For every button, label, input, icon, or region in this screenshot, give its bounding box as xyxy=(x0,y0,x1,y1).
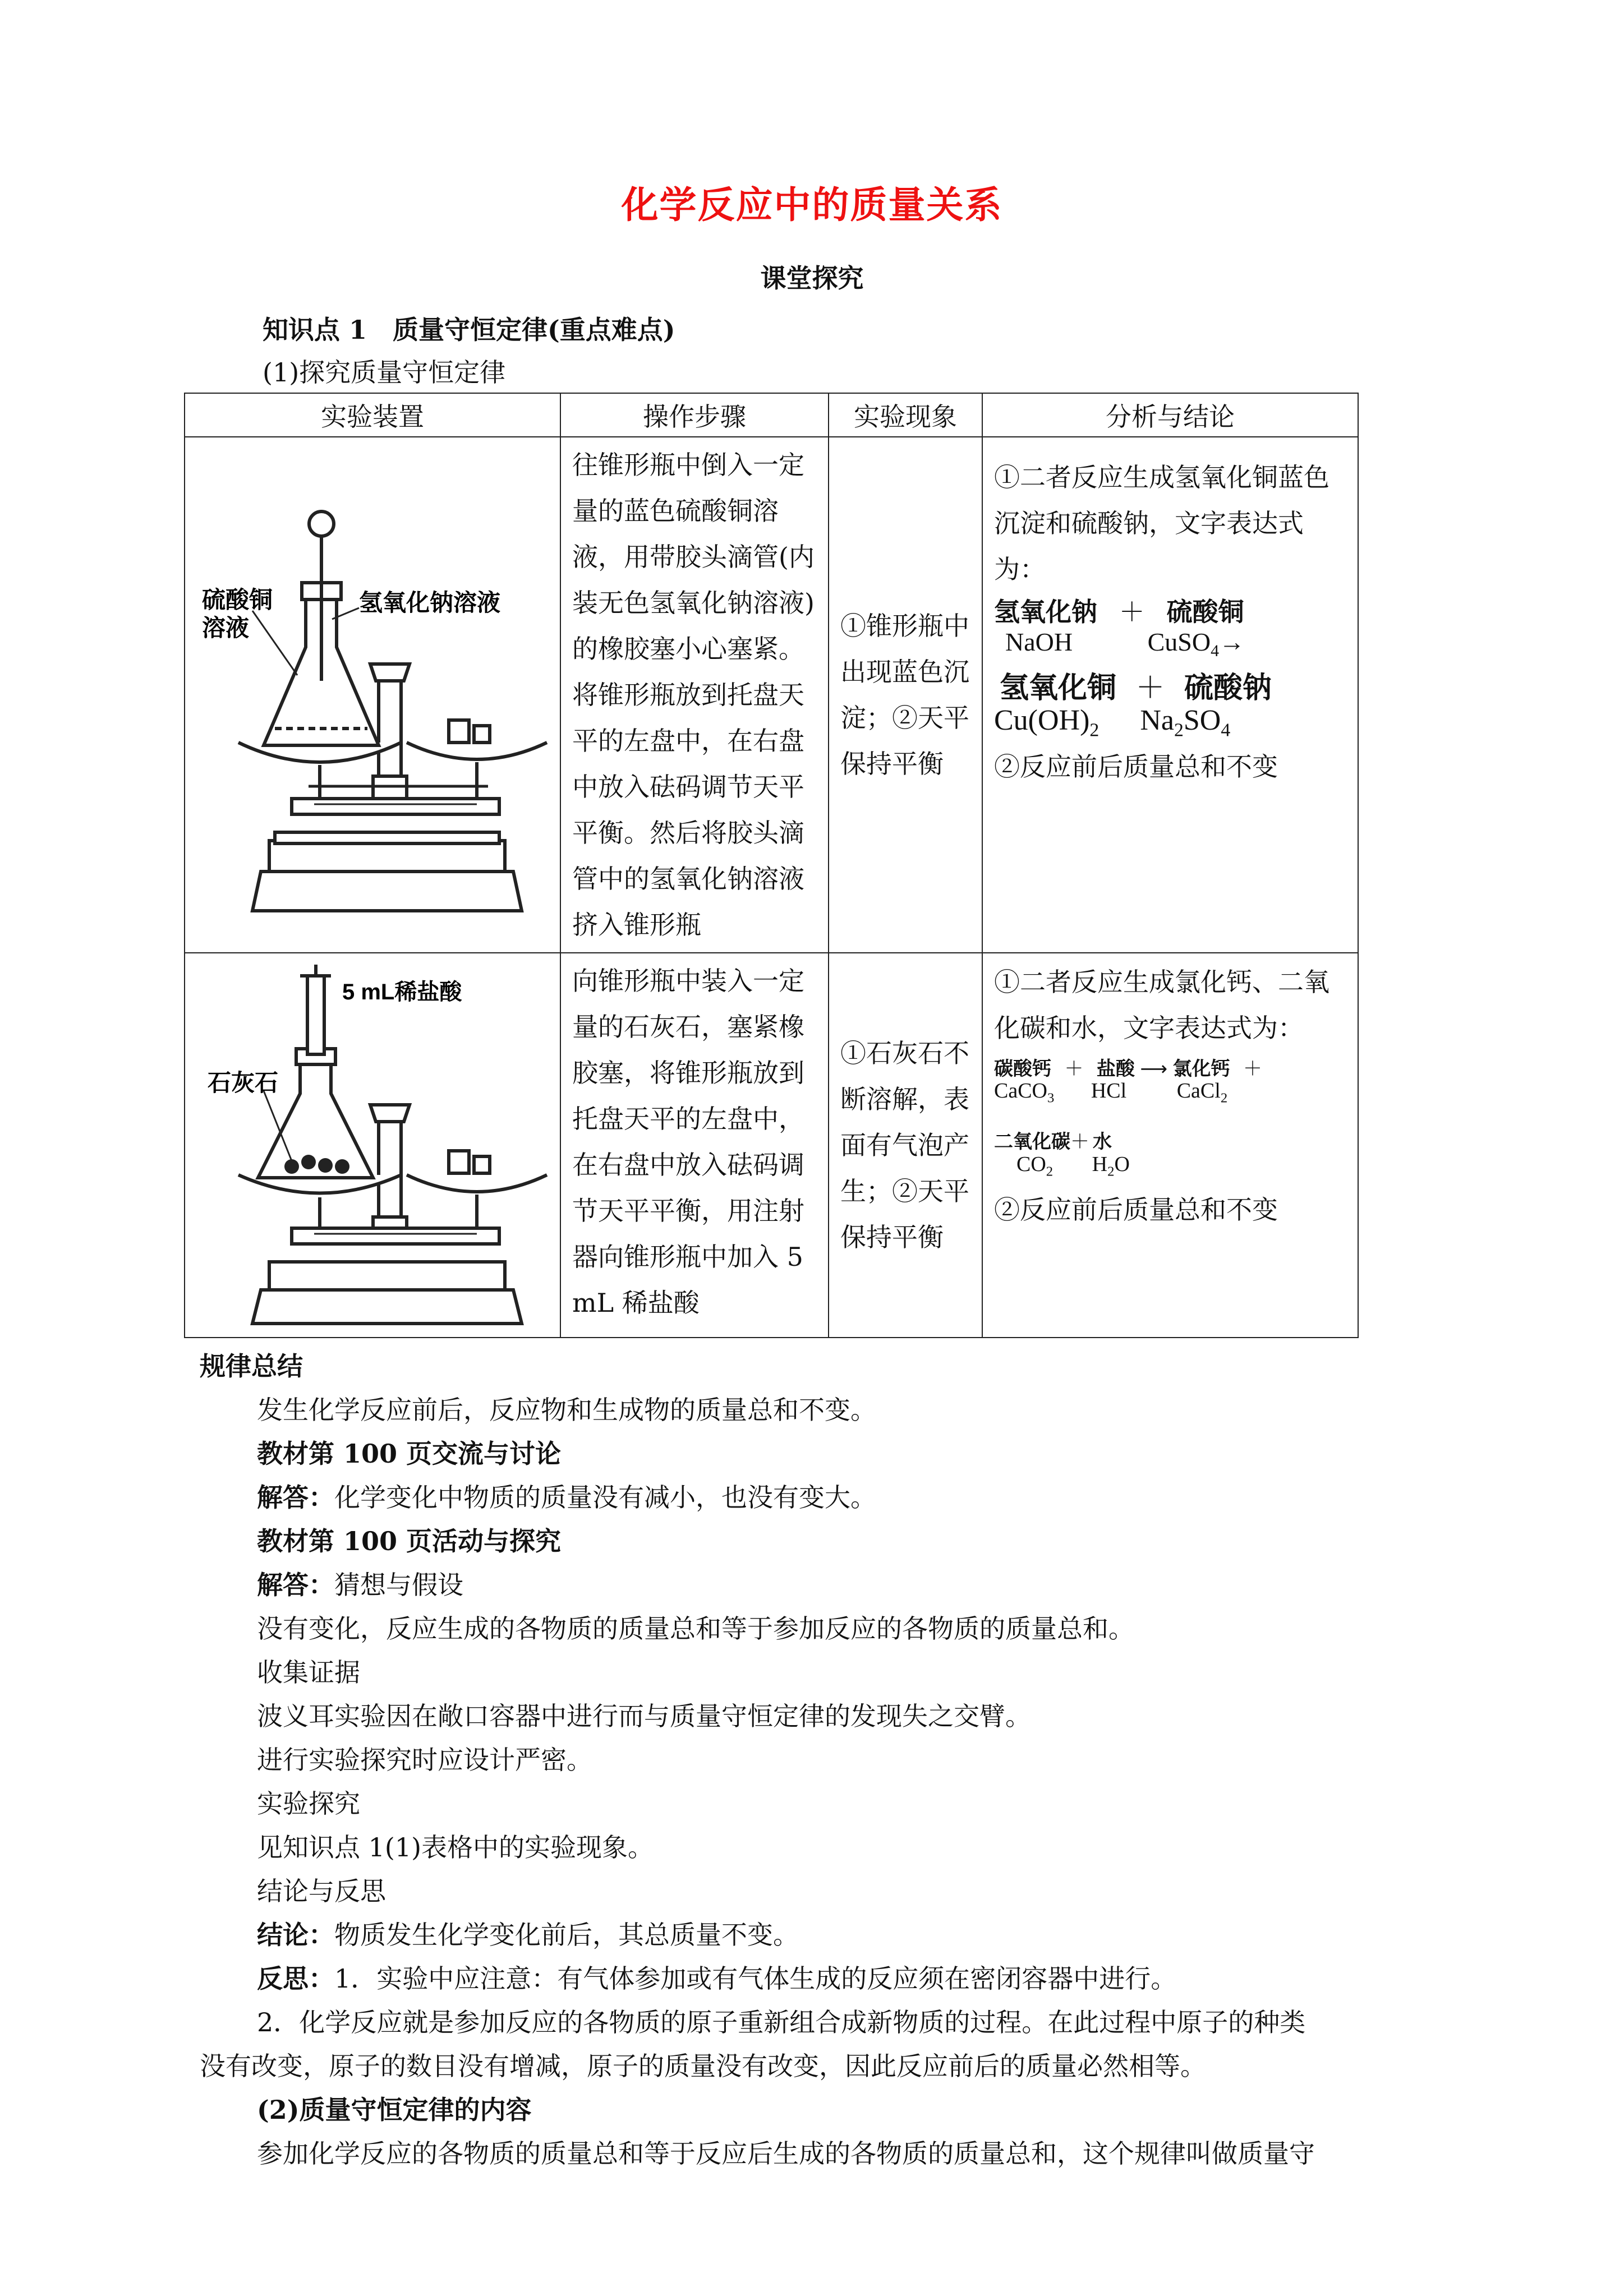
arrow-icon: → xyxy=(1219,627,1245,656)
reflection-text: 1．实验中应注意：有气体参加或有气体生成的反应须在密闭容器中进行。 xyxy=(334,1963,1177,1994)
analysis-text: ②反应前后质量总和不变 xyxy=(994,1195,1278,1225)
analysis-cell xyxy=(982,953,1358,1338)
eq-plus: ＋ xyxy=(1070,1131,1089,1153)
eq-formula: CaCO xyxy=(994,1079,1047,1103)
eq-formula: CuSO xyxy=(1147,627,1211,656)
activity-line: 没有变化，反应生成的各物质的质量总和等于参加反应的各物质的质量总和。 xyxy=(257,1613,1134,1644)
eq-subscript: 2 xyxy=(1046,1164,1053,1179)
eq-name: 盐酸 xyxy=(1096,1058,1135,1080)
activity-answer xyxy=(257,1565,463,1602)
eq-subscript: 4 xyxy=(1221,720,1231,741)
eq-formula: H xyxy=(1092,1152,1108,1176)
reflection-line: 没有改变，原子的数目没有增减，原子的质量没有改变，因此反应前后的质量必然相等。 xyxy=(200,2051,1206,2081)
phenomena-text: ①锥形瓶中出现蓝色沉淀；②天平保持平衡 xyxy=(840,611,969,779)
table-header: 实验装置 xyxy=(185,393,560,437)
analysis-text: ②反应前后质量总和不变 xyxy=(994,751,1278,782)
activity-heading: 教材第 100 页活动与探究 xyxy=(257,1526,562,1556)
eq-formula: O xyxy=(1114,1152,1130,1176)
steps-text: 向锥形瓶中装入一定量的石灰石，塞紧橡胶塞，将锥形瓶放到托盘天平的左盘中，在右盘中放入砝码调节天平平衡，用注射器向锥形瓶中加入 5 mL 稀盐酸 xyxy=(572,966,804,1318)
phenomena-cell xyxy=(829,437,982,953)
figure-label: 硫酸铜 xyxy=(202,587,273,613)
eq-name: 水 xyxy=(1093,1131,1112,1153)
figure-label: 氢氧化钠溶液 xyxy=(359,589,501,616)
eq-formula: NaOH xyxy=(1005,627,1073,656)
activity-line: 波义耳实验因在敞口容器中进行而与质量守恒定律的发现失之交臂。 xyxy=(257,1701,1031,1731)
eq-formula: SO xyxy=(1183,704,1221,736)
eq-formula: CaCl xyxy=(1176,1079,1221,1103)
eq-formula: Na xyxy=(1140,704,1174,736)
phenomena-text: ①石灰石不断溶解，表面有气泡产生；②天平保持平衡 xyxy=(840,1038,969,1252)
apparatus-cell xyxy=(185,437,560,953)
conclusion-text: 物质发生化学变化前后，其总质量不变。 xyxy=(334,1920,799,1950)
eq-subscript: 4 xyxy=(1211,641,1220,660)
section-2-text: 参加化学反应的各物质的质量总和等于反应后生成的各物质的质量总和，这个规律叫做质量守 xyxy=(257,2138,1315,2169)
eq-formula: Cu(OH) xyxy=(994,704,1090,736)
eq-formula: CO xyxy=(1016,1152,1046,1176)
eq-subscript: 2 xyxy=(1220,1090,1228,1106)
figure-label: 溶液 xyxy=(202,615,250,641)
figure-label: 5 mL稀盐酸 xyxy=(342,980,462,1004)
reflection-line xyxy=(257,1958,1176,1995)
eq-subscript: 3 xyxy=(1047,1090,1055,1106)
knowledge-point-label: 知识点 1 xyxy=(263,315,367,345)
summary-text: 发生化学反应前后，反应物和生成物的质量总和不变。 xyxy=(257,1395,876,1425)
discussion-heading: 教材第 100 页交流与讨论 xyxy=(257,1439,562,1469)
discussion-answer xyxy=(257,1477,876,1514)
apparatus-cell xyxy=(185,953,560,1338)
reflection-label: 反思： xyxy=(257,1963,334,1994)
analysis-text: ①二者反应生成氢氧化铜蓝色沉淀和硫酸钠，文字表达式为： xyxy=(994,462,1329,584)
balance-flask-dropper-figure xyxy=(185,440,559,950)
eq-name: 硫酸钠 xyxy=(1184,671,1272,704)
word-equation xyxy=(994,598,1346,740)
activity-line: 结论与反思 xyxy=(257,1876,386,1906)
conclusion-label: 结论： xyxy=(257,1920,334,1950)
section-subtitle: 课堂探究 xyxy=(760,263,864,293)
activity-line: 实验探究 xyxy=(257,1788,360,1819)
answer-label: 解答： xyxy=(257,1570,334,1600)
answer-label: 解答： xyxy=(257,1482,334,1513)
table-header: 实验现象 xyxy=(829,393,982,437)
eq-name: 硫酸铜 xyxy=(1166,597,1244,626)
table-header: 操作步骤 xyxy=(560,393,829,437)
section-1-heading: (1)探究质量守恒定律 xyxy=(263,357,506,388)
eq-plus: ＋ xyxy=(1119,597,1145,626)
steps-cell xyxy=(560,437,829,953)
reflection-line: 2．化学反应就是参加反应的各物质的原子重新组合成新物质的过程。在此过程中原子的种类 xyxy=(257,2007,1306,2037)
activity-line: 收集证据 xyxy=(257,1657,360,1688)
figure-label: 石灰石 xyxy=(208,1069,279,1096)
analysis-cell xyxy=(982,437,1358,953)
eq-subscript: 2 xyxy=(1174,720,1184,741)
answer-text: 猜想与假设 xyxy=(334,1570,463,1600)
eq-plus: ＋ xyxy=(1064,1058,1084,1080)
eq-name: 二氧化碳 xyxy=(994,1131,1070,1153)
eq-formula: HCl xyxy=(1091,1079,1127,1103)
experiment-table xyxy=(184,393,1359,1338)
eq-name: 碳酸钙 xyxy=(994,1058,1051,1080)
eq-subscript: 2 xyxy=(1107,1164,1115,1179)
knowledge-point-heading xyxy=(263,310,675,347)
table-row xyxy=(185,953,1358,1338)
activity-line: 进行实验探究时应设计严密。 xyxy=(257,1745,592,1775)
analysis-text: ①二者反应生成氯化钙、二氧化碳和水，文字表达式为： xyxy=(994,967,1329,1043)
steps-cell xyxy=(560,953,829,1338)
knowledge-point-text: 质量守恒定律(重点难点) xyxy=(393,315,675,345)
phenomena-cell xyxy=(829,953,982,1338)
word-equation xyxy=(994,1059,1346,1179)
eq-name: 氢氧化铜 xyxy=(1000,671,1117,704)
steps-text: 往锥形瓶中倒入一定量的蓝色硫酸铜溶液，用带胶头滴管(内装无色氢氧化钠溶液)的橡胶塞小心塞紧。将锥形瓶放到托盘天平的左盘中，在右盘中放入砝码调节天平平衡。然后将胶头滴管中的氢氧化钠溶液挤入锥形瓶 xyxy=(572,450,815,940)
activity-line: 见知识点 1(1)表格中的实验现象。 xyxy=(257,1832,654,1862)
arrow-icon: ⟶ xyxy=(1140,1058,1168,1080)
answer-text: 化学变化中物质的质量没有减小，也没有变大。 xyxy=(334,1482,876,1513)
eq-subscript: 2 xyxy=(1089,720,1099,741)
balance-flask-syringe-figure xyxy=(185,953,559,1337)
table-row xyxy=(185,437,1358,953)
section-2-heading: (2)质量守恒定律的内容 xyxy=(257,2095,532,2125)
eq-plus: ＋ xyxy=(1243,1058,1263,1080)
table-header: 分析与结论 xyxy=(982,393,1358,437)
page-title: 化学反应中的质量关系 xyxy=(621,183,1003,227)
conclusion-line xyxy=(257,1915,799,1952)
eq-plus: ＋ xyxy=(1135,671,1165,704)
eq-name: 氢氧化钠 xyxy=(994,597,1097,626)
table-header-row xyxy=(185,393,1358,437)
summary-heading: 规律总结 xyxy=(200,1351,303,1381)
eq-name: 氯化钙 xyxy=(1172,1058,1230,1080)
